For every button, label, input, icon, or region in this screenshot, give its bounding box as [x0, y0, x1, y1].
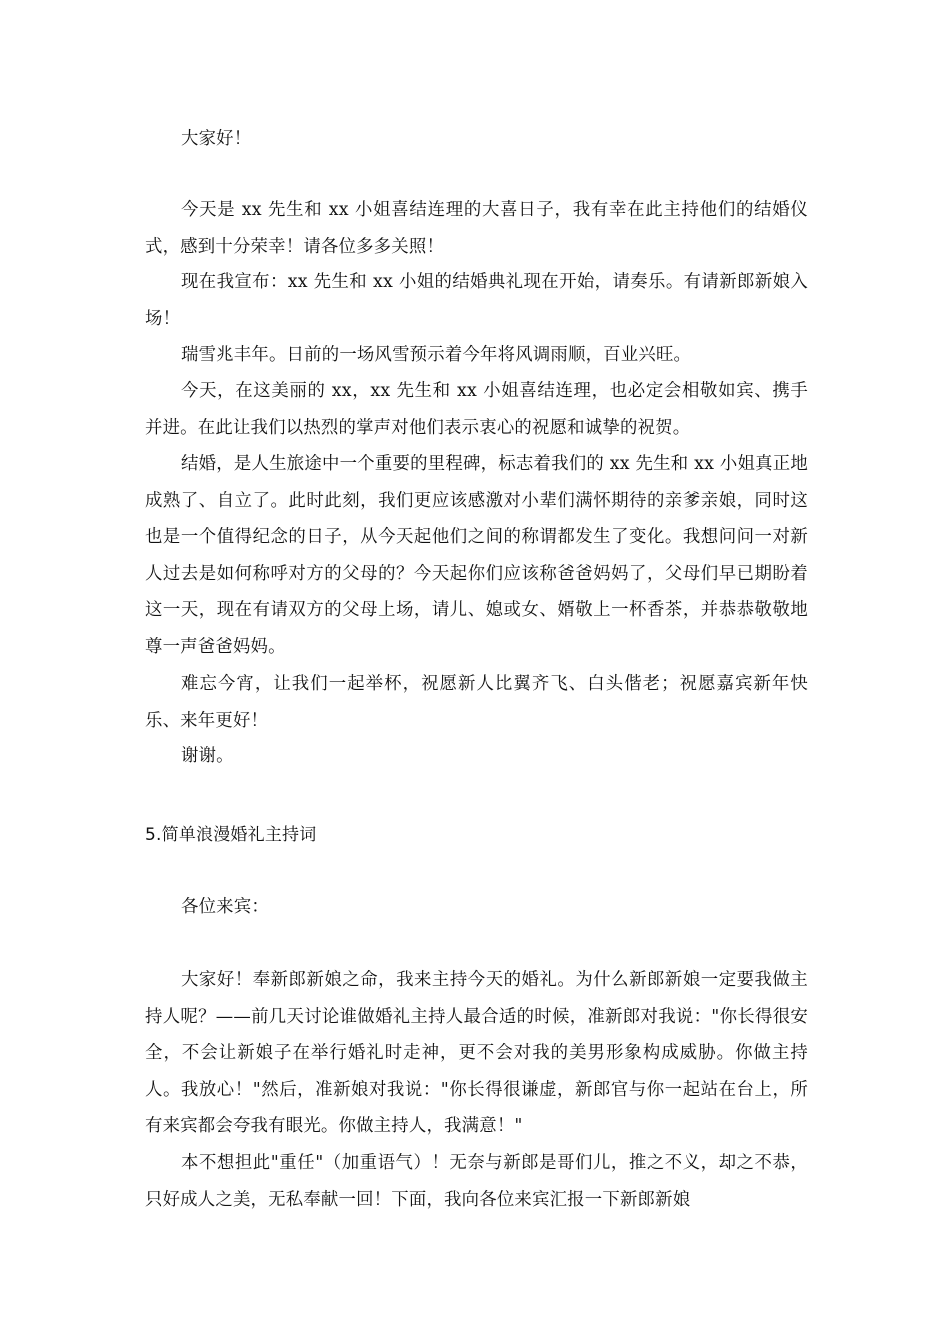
paragraph-9: 本不想担此"重任"（加重语气）！无奈与新郎是哥们儿，推之不义，却之不恭，只好成人之美，无私奉献一回！下面，我向各位来宾汇报一下新郎新娘: [145, 1153, 808, 1210]
paragraph-4: 今天，在这美丽的 xx，xx 先生和 xx 小姐喜结连理，也必定会相敬如宾、携手并进。在此让我们以热烈的掌声对他们表示衷心的祝愿和诚挚的祝贺。: [145, 381, 808, 438]
paragraph-6: 难忘今宵，让我们一起举杯，祝愿新人比翼齐飞、白头偕老；祝愿嘉宾新年快乐、来年更好！: [145, 674, 808, 731]
paragraph-8: 大家好！奉新郎新娘之命，我来主持今天的婚礼。为什么新郎新娘一定要我做主持人呢？——前几天讨论谁做婚礼主持人最合适的时候，准新郎对我说："你长得很安全，不会让新娘子在举行婚礼时走神，更不会对我的美男形象构成威胁。你做主持人。我放心！"然后，准新娘对我说："你长得很谦虚，新郎官与你一起站在台上，所有来宾都会夸我有眼光。你做主持人，我满意！": [145, 970, 808, 1136]
paragraph-7: 谢谢。: [181, 746, 234, 766]
section-title: 5.简单浪漫婚礼主持词: [145, 825, 317, 845]
greeting-paragraph: 大家好！: [181, 129, 252, 149]
paragraph-3: 瑞雪兆丰年。日前的一场风雪预示着今年将风调雨顺，百业兴旺。: [181, 345, 692, 365]
paragraph-1: 今天是 xx 先生和 xx 小姐喜结连理的大喜日子，我有幸在此主持他们的结婚仪式，感到十分荣幸！请各位多多关照！: [145, 200, 808, 257]
paragraph-2: 现在我宣布：xx 先生和 xx 小姐的结婚典礼现在开始，请奏乐。有请新郎新娘入场！: [145, 272, 808, 329]
paragraph-5: 结婚，是人生旅途中一个重要的里程碑，标志着我们的 xx 先生和 xx 小姐真正地成熟了、自立了。此时此刻，我们更应该感激对小辈们满怀期待的亲爹亲娘，同时这也是一个值得纪念的日子，从今天起他们之间的称谓都发生了变化。我想问问一对新人过去是如何称呼对方的父母的？今天起你们应该称爸爸妈妈了，父母们早已期盼着这一天，现在有请双方的父母上场，请儿、媳或女、婿敬上一杯香茶，并恭恭敬敬地尊一声爸爸妈妈。: [145, 454, 808, 657]
greeting-paragraph-2: 各位来宾：: [181, 897, 269, 917]
